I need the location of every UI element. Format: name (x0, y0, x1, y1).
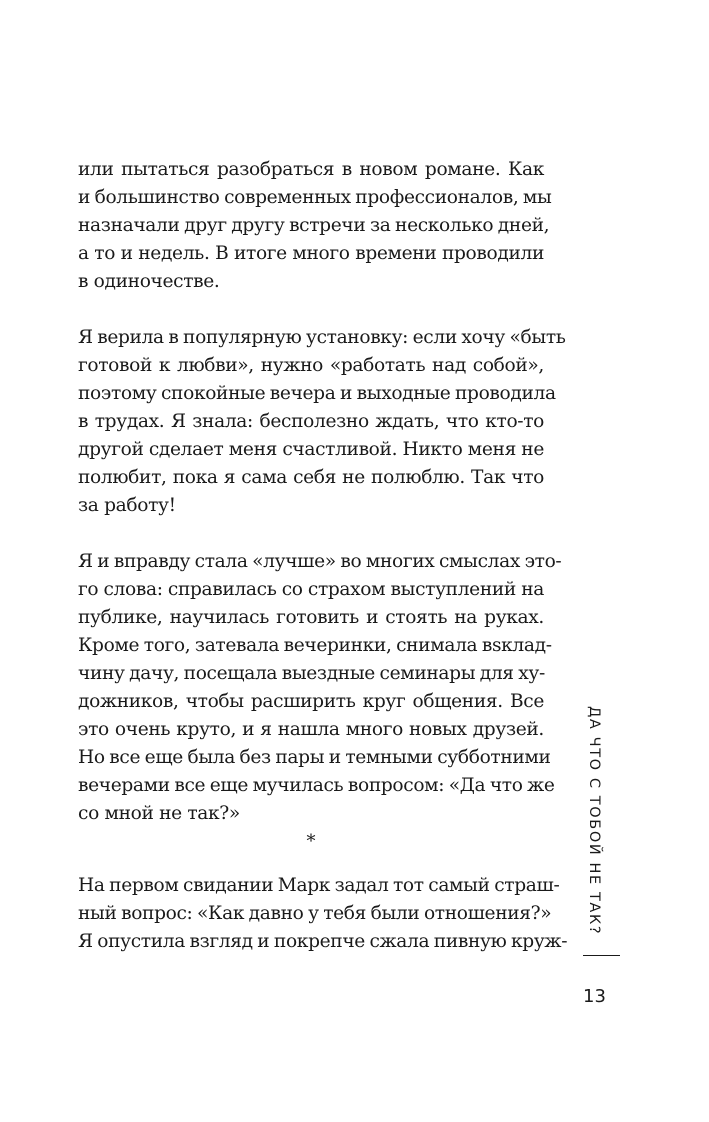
text-line: ный вопрос: «Как давно у тебя были отношения?» (78, 903, 552, 924)
paragraph-2 (78, 324, 566, 520)
text-line: другой сделает меня счастливой. Никто меня не (78, 439, 544, 460)
paragraph-gap (78, 520, 544, 548)
section-separator: * (306, 831, 316, 852)
paragraph-4 (78, 872, 568, 956)
separator-gap (78, 860, 544, 872)
text-line: полюбит, пока я сама себя не полюблю. Так что (78, 467, 544, 488)
text-line: публике, научилась готовить и стоять на руках. (78, 607, 544, 628)
text-line: Я верила в популярную установку: если хочу «быть (78, 327, 566, 348)
text-line: и большинство современных профессионалов, мы (78, 187, 552, 208)
text-line: назначали друг другу встречи за несколько дней, (78, 215, 550, 236)
text-line: На первом свидании Марк задал тот самый страш- (78, 875, 560, 896)
page-number: 13 (583, 986, 606, 1007)
text-line: Но все еще была без пары и темными субботними (78, 747, 551, 768)
text-line: готовой к любви», нужно «работать над собой», (78, 355, 544, 376)
text-line: Я и вправду стала «лучше» во многих смыслах это- (78, 551, 562, 572)
text-line: Я опустила взгляд и покрепче сжала пивную круж- (78, 931, 568, 952)
text-line: го слова: справилась со страхом выступлений на (78, 579, 544, 600)
paragraph-gap (78, 296, 544, 324)
text-line: дожников, чтобы расширить круг общения. Все (78, 691, 544, 712)
running-head-rule (583, 955, 620, 956)
running-head: ДА ЧТО С ТОБОЙ НЕ ТАК? (586, 706, 602, 936)
text-line: или пытаться разобраться в новом романе. Как (78, 159, 544, 180)
text-line: поэтому спокойные вечера и выходные проводила (78, 383, 556, 404)
body-text (78, 156, 568, 956)
paragraph-3 (78, 548, 562, 828)
paragraph-1 (78, 156, 552, 296)
text-line: Кроме того, затевала вечеринки, снимала вsклад- (78, 635, 552, 656)
text-line: за работу! (78, 495, 176, 516)
text-line: со мной не так?» (78, 803, 240, 824)
text-line: в трудах. Я знала: бесполезно ждать, что кто-то (78, 411, 544, 432)
text-line: вечерами все еще мучилась вопросом: «Да что же (78, 775, 555, 796)
text-line: это очень круто, и я нашла много новых друзей. (78, 719, 544, 740)
text-line: в одиночестве. (78, 271, 220, 292)
text-line: а то и недель. В итоге много времени проводили (78, 243, 544, 264)
text-line: чину дачу, посещала выездные семинары для ху- (78, 663, 545, 684)
